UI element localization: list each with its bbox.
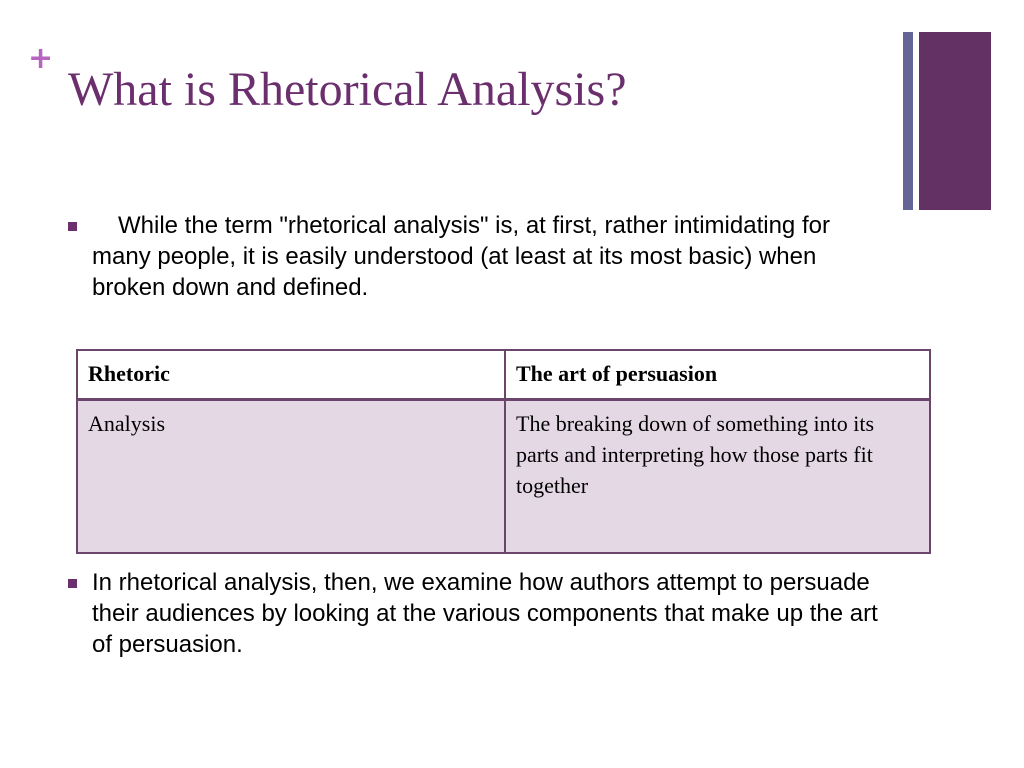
bullet-intro [92,210,892,303]
square-bullet-icon [68,222,77,231]
table-row [77,350,930,400]
table-cell-term: Analysis [77,400,505,554]
decorative-thin-bar [903,32,913,210]
table-cell-term: Rhetoric [77,350,505,400]
bullet-intro-text: While the term "rhetorical analysis" is, at first, rather intimidating for many people, it is easily understood (at least at its most basic) when broken down and defined. [92,212,830,301]
plus-mark: + [28,41,54,76]
table-cell-definition: The breaking down of something into its parts and interpreting how those parts fit together [505,400,930,554]
table-cell-definition: The art of persuasion [505,350,930,400]
decorative-thick-bar [919,32,991,210]
definition-table [76,349,931,554]
table-row [77,400,930,554]
bullet-summary-text: In rhetorical analysis, then, we examine how authors attempt to persuade their audiences by looking at the various components that make up the art of persuasion. [92,569,878,658]
square-bullet-icon [68,579,77,588]
bullet-summary [92,567,892,660]
slide-title: What is Rhetorical Analysis? [68,63,627,116]
